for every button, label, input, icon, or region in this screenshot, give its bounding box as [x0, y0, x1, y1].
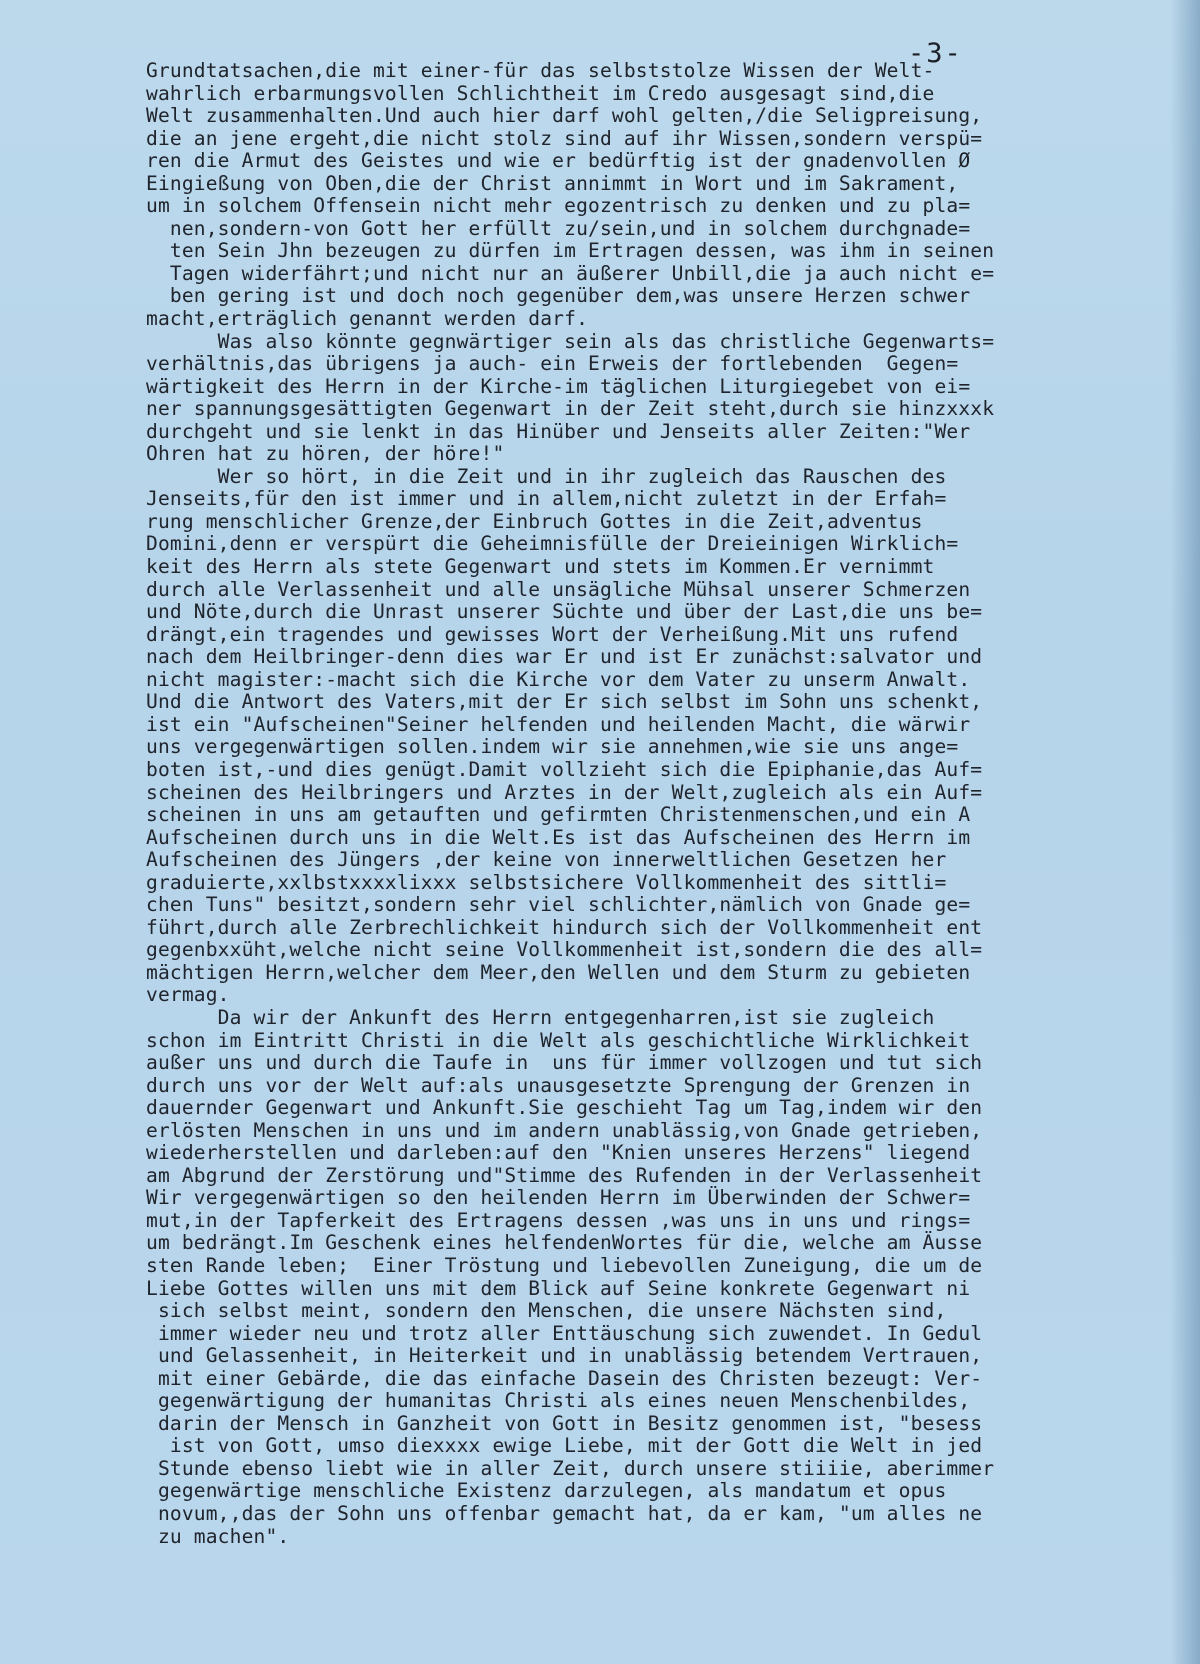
text-line: zu machen".	[146, 1524, 290, 1548]
text-line: mächtigen Herrn,welcher dem Meer,den Wellen und dem Sturm zu gebieten	[146, 960, 971, 984]
text-line: dauernder Gegenwart und Ankunft.Sie geschieht Tag um Tag,indem wir den	[146, 1096, 983, 1120]
text-line: führt,durch alle Zerbrechlichkeit hindurch sich der Vollkommenheit ent	[146, 915, 983, 939]
text-line: macht,erträglich genannt werden darf.	[146, 307, 589, 331]
text-line: uns vergegenwärtigen sollen.indem wir sie annehmen,wie sie uns ange=	[146, 735, 959, 759]
text-line: Domini,denn er verspürt die Geheimnisfülle der Dreieinigen Wirklich=	[146, 532, 959, 556]
page-number: -3-	[908, 38, 963, 69]
text-line: scheinen in uns am getauften und gefirmten Christenmenschen,und ein A	[146, 803, 971, 827]
text-line: wiederherstellen und darleben:auf den "Knien unseres Herzens" liegend	[146, 1141, 971, 1165]
text-line: nicht magister:-macht sich die Kirche vor dem Vater zu unserm Anwalt.	[146, 667, 971, 691]
text-line: Da wir der Ankunft des Herrn entgegenharren,ist sie zugleich	[146, 1005, 935, 1029]
text-line: durch alle Verlassenheit und alle unsägliche Mühsal unserer Schmerzen	[146, 577, 971, 601]
text-line: durch uns vor der Welt auf:als unausgesetzte Sprengung der Grenzen in	[146, 1073, 971, 1097]
text-line: Jenseits,für den ist immer und in allem,nicht zuletzt in der Erfah=	[146, 487, 947, 511]
text-line: Stunde ebenso liebt wie in aller Zeit, durch unsere stiiiie, aberimmer	[146, 1456, 995, 1480]
text-line: und Nöte,durch die Unrast unserer Süchte und über der Last,die uns be=	[146, 600, 983, 624]
text-line: Liebe Gottes willen uns mit dem Blick auf Seine konkrete Gegenwart ni	[146, 1276, 971, 1300]
text-line: nach dem Heilbringer-denn dies war Er und ist Er zunächst:salvator und	[146, 645, 983, 669]
text-line: graduierte,xxlbstxxxxlixxx selbstsichere Vollkommenheit des sittli=	[146, 870, 947, 894]
text-line: verhältnis,das übrigens ja auch- ein Erweis der fortlebenden Gegen=	[146, 352, 959, 376]
text-line: wärtigkeit des Herrn in der Kirche-im täglichen Liturgiegebet von ei=	[146, 374, 971, 398]
text-line: rung menschlicher Grenze,der Einbruch Gottes in die Zeit,adventus	[146, 509, 923, 533]
text-line: wahrlich erbarmungsvollen Schlichtheit im Credo ausgesagt sind,die	[146, 81, 935, 105]
text-line: außer uns und durch die Taufe in uns für immer vollzogen und tut sich	[146, 1051, 983, 1075]
text-line: gegenbxxüht,welche nicht seine Vollkommenheit ist,sondern die des all=	[146, 938, 983, 962]
text-line: Grundtatsachen,die mit einer-für das selbststolze Wissen der Welt-	[146, 59, 935, 82]
text-line: Wer so hört, in die Zeit und in ihr zugleich das Rauschen des	[146, 464, 947, 488]
text-line: die an jene ergeht,die nicht stolz sind auf ihr Wissen,sondern verspü=	[146, 126, 983, 150]
text-line: am Abgrund der Zerstörung und"Stimme des Rufenden in der Verlassenheit	[146, 1163, 983, 1187]
text-line: ist ein "Aufscheinen"Seiner helfenden und heilenden Macht, die wärwir	[146, 712, 971, 736]
body-text	[146, 60, 1186, 1548]
text-line: chen Tuns" besitzt,sondern sehr viel schlichter,nämlich von Gnade ge=	[146, 893, 971, 917]
text-line: vermag.	[146, 983, 230, 1007]
text-line: schon im Eintritt Christi in die Welt als geschichtliche Wirklichkeit	[146, 1028, 971, 1052]
text-line: boten ist,-und dies genügt.Damit vollzieht sich die Epiphanie,das Auf=	[146, 757, 983, 781]
text-line: mit einer Gebärde, die das einfache Dasein des Christen bezeugt: Ver-	[146, 1366, 983, 1390]
text-line: erlösten Menschen in uns und im andern unablässig,von Gnade getrieben,	[146, 1118, 983, 1142]
text-line: Aufscheinen des Jüngers ,der keine von innerweltlichen Gesetzen her	[146, 848, 947, 872]
text-line: sten Rande leben; Einer Tröstung und liebevollen Zuneigung, die um de	[146, 1253, 983, 1277]
text-line: Wir vergegenwärtigen so den heilenden Herrn im Überwinden der Schwer=	[146, 1186, 971, 1210]
text-line: ren die Armut des Geistes und wie er bedürftig ist der gnadenvollen Ø	[146, 149, 971, 173]
text-line: Ohren hat zu hören, der höre!"	[146, 442, 505, 466]
text-line: darin der Mensch in Ganzheit von Gott in Besitz genommen ist, "besess	[146, 1411, 983, 1435]
text-line: sich selbst meint, sondern den Menschen, die unsere Nächsten sind,	[146, 1299, 947, 1323]
text-line: Welt zusammenhalten.Und auch hier darf wohl gelten,/die Seligpreisung,	[146, 104, 983, 128]
text-line: mut,in der Tapferkeit des Ertragens dessen ,was uns in uns und rings=	[146, 1208, 971, 1232]
text-line: ben gering ist und doch noch gegenüber dem,was unsere Herzen schwer	[146, 284, 971, 308]
text-line: Tagen widerfährt;und nicht nur an äußerer Unbill,die ja auch nicht e=	[146, 261, 995, 285]
text-line: drängt,ein tragendes und gewisses Wort der Verheißung.Mit uns rufend	[146, 622, 959, 646]
text-line: und Gelassenheit, in Heiterkeit und in unablässig betendem Vertrauen,	[146, 1344, 983, 1368]
text-line: gegenwärtige menschliche Existenz darzulegen, als mandatum et opus	[146, 1479, 947, 1503]
text-line: Aufscheinen durch uns in die Welt.Es ist das Aufscheinen des Herrn im	[146, 825, 971, 849]
text-line: keit des Herrn als stete Gegenwart und stets im Kommen.Er vernimmt	[146, 555, 935, 579]
text-line: ner spannungsgesättigten Gegenwart in der Zeit steht,durch sie hinzxxxk	[146, 397, 995, 421]
text-line: scheinen des Heilbringers und Arztes in der Welt,zugleich als ein Auf=	[146, 780, 983, 804]
text-line: um bedrängt.Im Geschenk eines helfendenWortes für die, welche am Äusse	[146, 1231, 983, 1255]
text-line: durchgeht und sie lenkt in das Hinüber und Jenseits aller Zeiten:"Wer	[146, 419, 971, 443]
text-line: gegenwärtigung der humanitas Christi als eines neuen Menschenbildes,	[146, 1389, 971, 1413]
text-line: Was also könnte gegnwärtiger sein als das christliche Gegenwarts=	[146, 329, 995, 353]
text-line: um in solchem Offensein nicht mehr egozentrisch zu denken und zu pla=	[146, 194, 971, 218]
text-line: immer wieder neu und trotz aller Enttäuschung sich zuwendet. In Gedul	[146, 1321, 983, 1345]
text-line: ist von Gott, umso diexxxx ewige Liebe, mit der Gott die Welt in jed	[146, 1434, 983, 1458]
text-line: Und die Antwort des Vaters,mit der Er sich selbst im Sohn uns schenkt,	[146, 690, 983, 714]
text-line: Eingießung von Oben,die der Christ annimmt in Wort und im Sakrament,	[146, 171, 959, 195]
text-line: novum,,das der Sohn uns offenbar gemacht hat, da er kam, "um alles ne	[146, 1502, 983, 1525]
text-line: nen,sondern-von Gott her erfüllt zu/sein,und in solchem durchgnade=	[146, 216, 971, 240]
text-line: ten Sein Jhn bezeugen zu dürfen im Ertragen dessen, was ihm in seinen	[146, 239, 995, 263]
